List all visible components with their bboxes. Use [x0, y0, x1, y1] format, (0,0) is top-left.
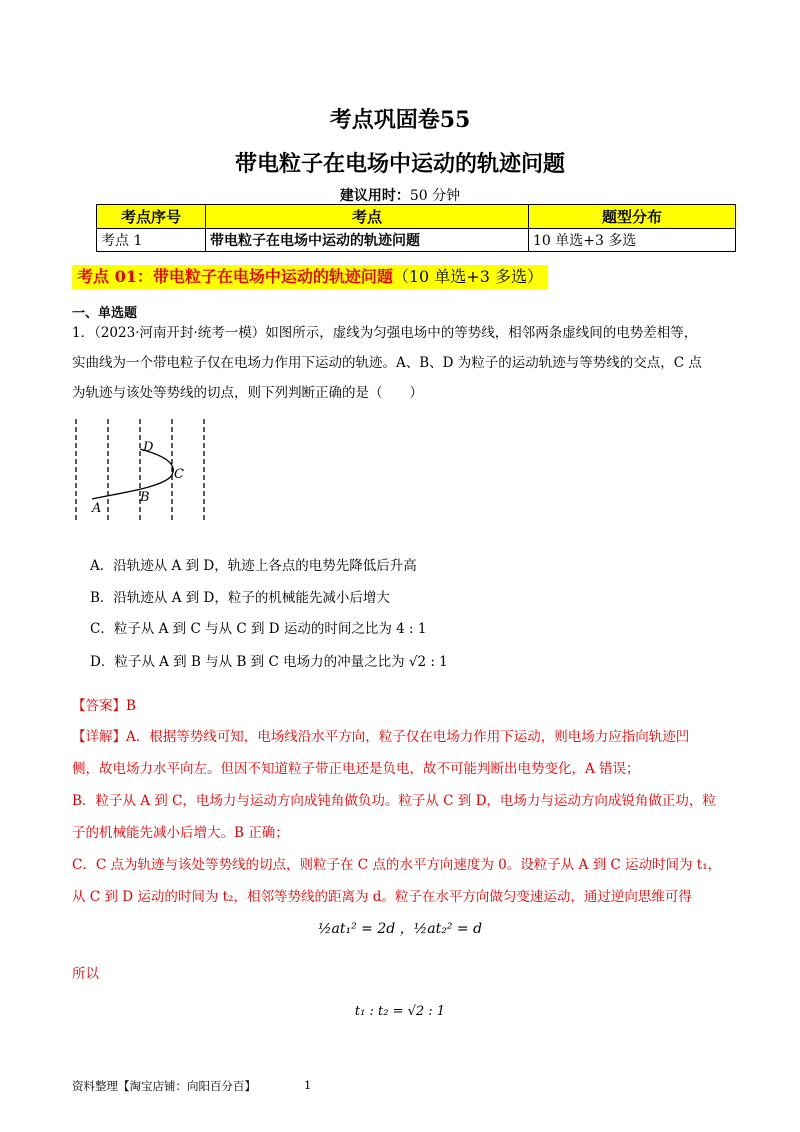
explanation-line: 从 C 到 D 运动的时间为 t₂，相邻等势线的距离为 d。粒子在水平方向做匀变速运动，通过逆向思维可得: [72, 889, 692, 905]
table-header-row: [97, 205, 736, 229]
question-line-1: 1．（2023·河南开封·统考一模）如图所示，虚线为匀强电场中的等势线，相邻两条虚线间的电势差相等，: [72, 325, 698, 341]
formula-1: ½at₁² = 2d ，½at₂² = d: [317, 921, 483, 937]
suggested-time: [0, 185, 800, 205]
point-label-a: A: [92, 501, 102, 516]
explanation-line: 【详解】A．根据等势线可知，电场线沿水平方向，粒子仅在电场力作用下运动，则电场力应指向轨迹凹: [72, 729, 690, 745]
explanation-line: 子的机械能先减小后增大。B 正确；: [72, 825, 289, 841]
topic-table: [96, 204, 736, 252]
so-label: 所以: [72, 966, 99, 982]
point-label-b: B: [140, 490, 150, 505]
table-cell: 考点 1: [97, 229, 206, 252]
header-cell: 考点序号: [97, 205, 206, 229]
answer: 【答案】B: [72, 698, 136, 714]
option-a: A．沿轨迹从 A 到 D，轨迹上各点的电势先降低后升高: [90, 558, 417, 574]
page-number: 1: [304, 1078, 312, 1092]
explanation-line: B．粒子从 A 到 C，电场力与运动方向成钝角做负功。粒子从 C 到 D，电场力与运动方向成锐角做正功，粒: [72, 793, 716, 809]
header-cell: 考点: [206, 205, 529, 229]
table-cell: 10 单选+3 多选: [529, 229, 736, 252]
page-title: 考点巩固卷55: [329, 107, 471, 133]
section-count: （10 单选+3 多选）: [392, 267, 543, 286]
footer-text: 资料整理【淘宝店铺：向阳百分百】: [72, 1079, 256, 1093]
time-label: 建议用时：: [339, 188, 410, 204]
explanation-line: 侧，故电场力水平向左。但因不知道粒子带正电还是负电，故不可能判断出电势变化，A 错误；: [72, 761, 640, 777]
table-cell: 带电粒子在电场中运动的轨迹问题: [206, 229, 529, 252]
option-d: D．粒子从 A 到 B 与从 B 到 C 电场力的冲量之比为 √2 : 1: [90, 654, 448, 670]
time-value: 50 分钟: [409, 188, 461, 204]
trajectory-curve: [92, 449, 173, 499]
option-b: B．沿轨迹从 A 到 D，粒子的机械能先减小后增大: [90, 590, 390, 606]
question-line-2: 实曲线为一个带电粒子仅在电场力作用下运动的轨迹。A、B、D 为粒子的运动轨迹与等势线的交点，C 点: [72, 355, 702, 371]
explanation-line: C．C 点为轨迹与该处等势线的切点，则粒子在 C 点的水平方向速度为 0。设粒子从 A 到 C 运动时间为 t₁，: [72, 857, 722, 873]
subsection-heading: 一、单选题: [72, 306, 138, 321]
option-c: C．粒子从 A 到 C 与从 C 到 D 运动的时间之比为 4 : 1: [90, 621, 427, 637]
page-subtitle: 带电粒子在电场中运动的轨迹问题: [234, 151, 565, 177]
header-cell: 题型分布: [529, 205, 736, 229]
section-heading: [72, 265, 548, 289]
point-label-c: C: [174, 467, 184, 482]
table-row: [97, 229, 736, 252]
trajectory-figure: [70, 415, 220, 527]
section-label: 考点 01：带电粒子在电场中运动的轨迹问题: [77, 267, 393, 286]
question-number: 1．: [72, 325, 95, 341]
question-line-3: 为轨迹与该处等势线的切点，则下列判断正确的是（ ）: [72, 385, 423, 401]
point-label-d: D: [143, 440, 154, 455]
formula-2: t₁ : t₂ = √2 : 1: [354, 1004, 446, 1019]
